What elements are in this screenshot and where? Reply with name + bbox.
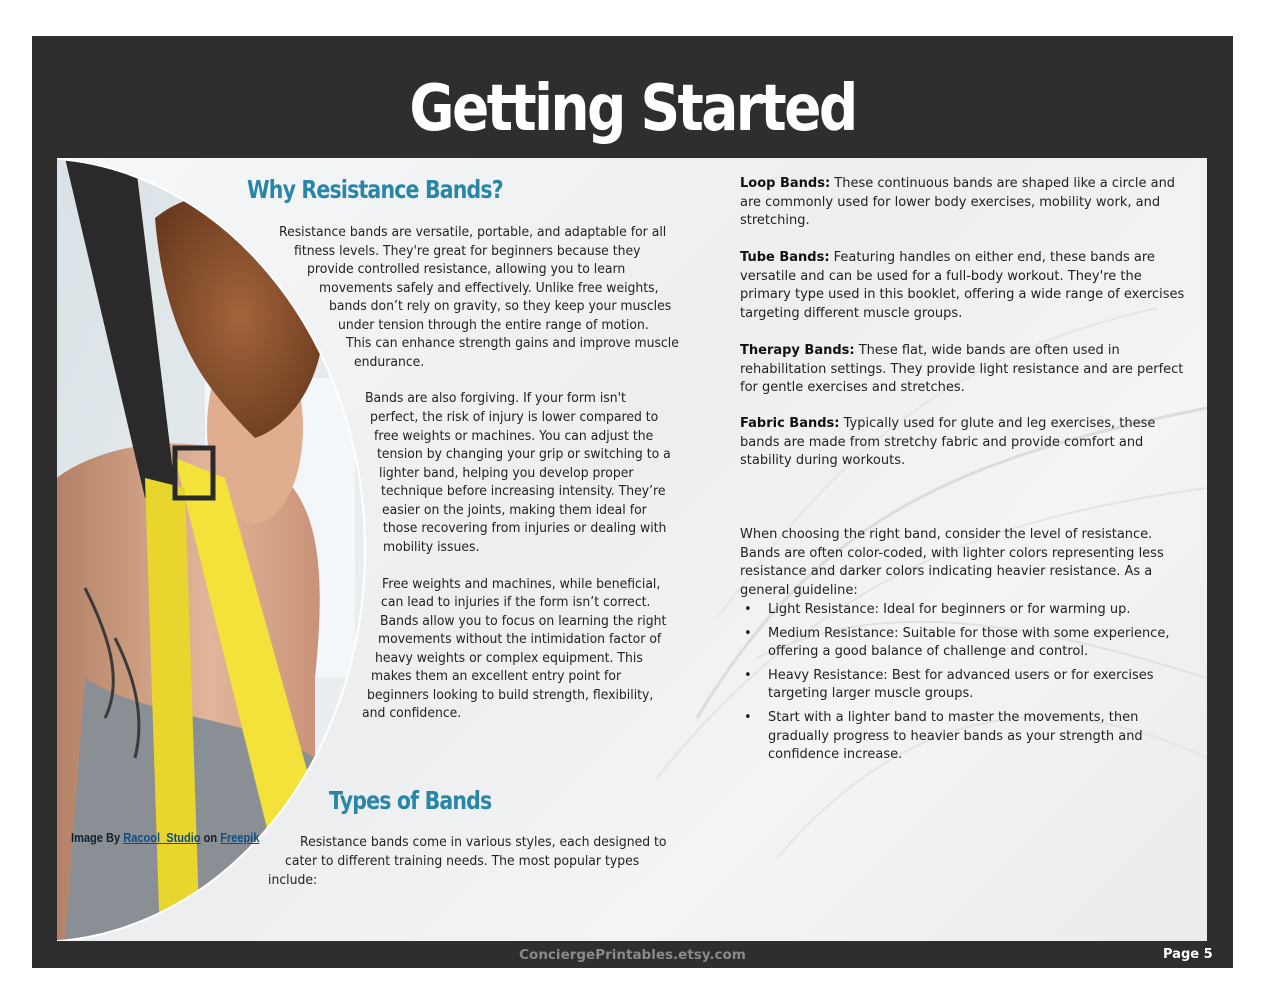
tube-bands-term: Tube Bands: [740, 250, 830, 265]
why-line: easier on the joints, making them ideal for [382, 502, 647, 518]
choosing-intro: When choosing the right band, consider the level of resistance. Bands are often color-coded, with lighter colors representing less resistance and darker colors indicating heavier resistance. As a general guideline: [740, 527, 1164, 598]
therapy-bands-paragraph [740, 342, 1186, 398]
list-item: • Medium Resistance: Suitable for those with some experience, offering a good balance of challenge and control. [740, 625, 1186, 662]
why-line: endurance. [354, 354, 425, 370]
loop-bands-text: These continuous bands are shaped like a circle and are commonly used for lower body exercises, mobility work, and stretching. [740, 176, 1176, 229]
why-line: fitness levels. They're great for beginners because they [294, 243, 641, 259]
loop-bands-term: Loop Bands: [740, 176, 831, 191]
why-line: beginners looking to build strength, flexibility, [367, 687, 654, 703]
credit-middle: on [200, 830, 221, 845]
fabric-bands-term: Fabric Bands: [740, 416, 840, 431]
types-line: cater to different training needs. The most popular types [285, 853, 640, 869]
why-line: tension by changing your grip or switching to a [377, 446, 671, 462]
why-line: movements without the intimidation factor of [378, 631, 662, 647]
why-line: heavy weights or complex equipment. This [375, 650, 643, 666]
page-number: Page 5 [1163, 947, 1213, 962]
why-line: bands don’t rely on gravity, so they keep your muscles [329, 298, 672, 314]
types-line: Resistance bands come in various styles, each designed to [300, 834, 667, 850]
content-panel [57, 158, 1207, 941]
why-line: those recovering from injuries or dealing with [383, 520, 667, 536]
why-line: provide controlled resistance, allowing you to learn [307, 261, 626, 277]
fabric-bands-paragraph [740, 415, 1186, 471]
why-line: Resistance bands are versatile, portable, and adaptable for all [279, 224, 667, 240]
why-line: Bands allow you to focus on learning the right [380, 613, 667, 629]
credit-source-link[interactable]: Freepik [220, 830, 260, 845]
therapy-bands-term: Therapy Bands: [740, 343, 855, 358]
footer-site-link[interactable]: ConciergePrintables.etsy.com [519, 947, 746, 963]
why-line: This can enhance strength gains and improve muscle [346, 335, 679, 351]
loop-bands-paragraph [740, 175, 1186, 231]
page-title: Getting Started [409, 72, 856, 146]
why-line: technique before increasing intensity. They’re [381, 483, 666, 499]
credit-prefix: Image By [71, 830, 124, 845]
credit-author-link[interactable]: Racool_Studio [123, 830, 201, 845]
resistance-guideline-list [740, 601, 1186, 770]
why-line: makes them an excellent entry point for [371, 668, 622, 684]
why-line: can lead to injuries if the form isn’t correct. [381, 594, 651, 610]
image-credit [71, 830, 260, 845]
fabric-bands-text: Typically used for glute and leg exercises, these bands are made from stretchy fabric and provide comfort and stability during workouts. [740, 416, 1156, 469]
why-line: free weights or machines. You can adjust the [374, 428, 654, 444]
why-heading: Why Resistance Bands? [247, 175, 503, 204]
why-line: under tension through the entire range of motion. [338, 317, 649, 333]
why-line: lighter band, helping you develop proper [379, 465, 634, 481]
types-heading: Types of Bands [329, 786, 492, 815]
list-item: • Heavy Resistance: Best for advanced users or for exercises targeting larger muscle groups. [740, 667, 1186, 704]
why-line: perfect, the risk of injury is lower compared to [370, 409, 659, 425]
tube-bands-text: Featuring handles on either end, these bands are versatile and can be used for a full-body workout. They're the primary type used in this booklet, offering a wide range of exercises targeting different muscle groups. [740, 250, 1185, 321]
therapy-bands-text: These flat, wide bands are often used in rehabilitation settings. They provide light resistance and are perfect for gentle exercises and stretches. [740, 343, 1184, 396]
why-line: Bands are also forgiving. If your form isn't [365, 390, 626, 406]
list-item: • Light Resistance: Ideal for beginners or for warming up. [740, 601, 1186, 620]
why-line: movements safely and effectively. Unlike free weights, [319, 280, 659, 296]
why-line: mobility issues. [383, 539, 480, 555]
list-item: • Start with a lighter band to master the movements, then gradually progress to heavier bands as your strength and confidence increase. [740, 709, 1186, 765]
why-line: and confidence. [362, 705, 462, 721]
why-line: Free weights and machines, while beneficial, [382, 576, 661, 592]
types-line: include: [268, 872, 318, 888]
tube-bands-paragraph [740, 249, 1186, 323]
